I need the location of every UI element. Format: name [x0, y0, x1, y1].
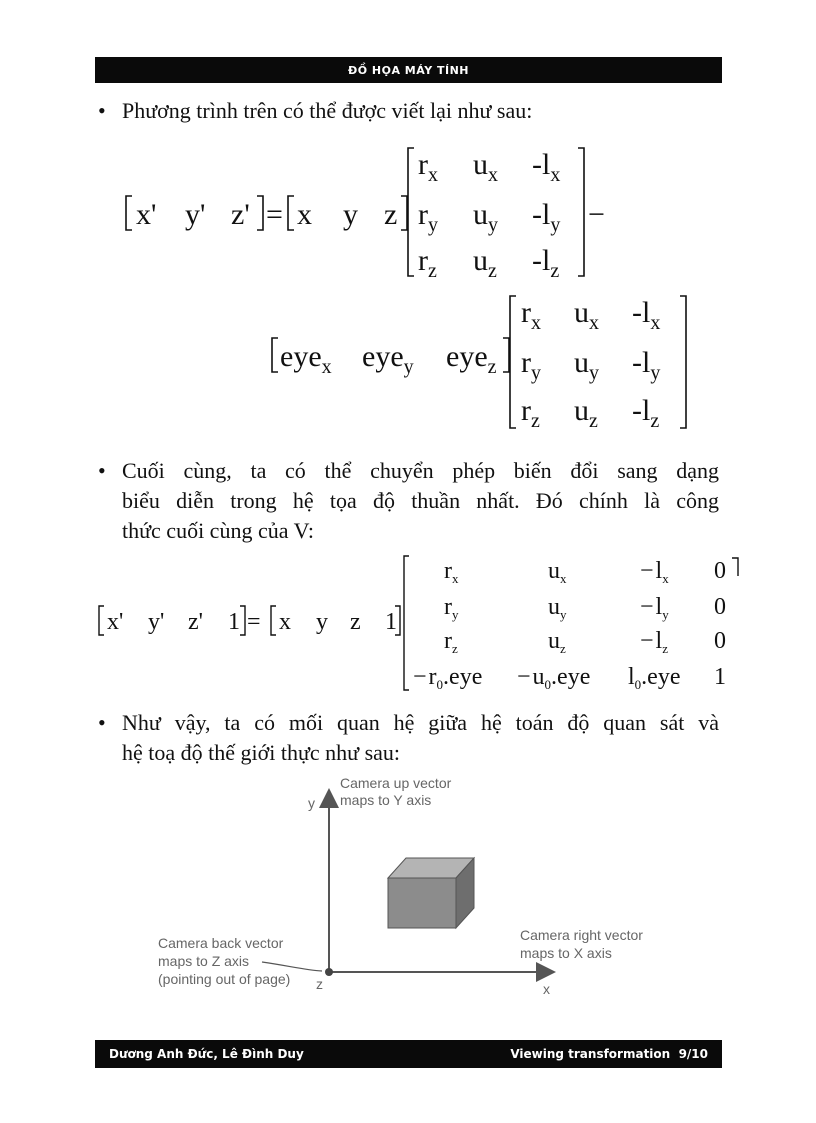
svg-text:−r0.eye: $-r_0.eye$ — [413, 664, 483, 692]
svg-text:-ly: $-l_y$ — [632, 346, 661, 384]
svg-text:−lz: $-l_z$ — [640, 628, 668, 656]
footer-section: Viewing transformation 9/10 — [510, 1047, 708, 1061]
eq2-rhs-bracket-left — [271, 606, 276, 635]
lhs-z: z' — [231, 198, 250, 231]
eq2-lhs-z: z' — [188, 609, 203, 635]
eq2-rhs-one: 1 — [385, 609, 397, 635]
page-header — [95, 57, 722, 83]
eq2-matrix-bracket-left — [404, 556, 409, 690]
origin-point — [325, 968, 333, 976]
lhs-y: y' — [185, 198, 206, 231]
paragraph-line: Cuối cùng, ta có thể chuyển phép biến đổi sang dạng — [122, 458, 719, 483]
eye-x: eye$_x$ — [280, 340, 332, 378]
matrix1-bracket-left — [408, 148, 414, 276]
svg-text:rx: $r_x$ — [521, 296, 541, 334]
cube — [388, 858, 474, 928]
svg-text:uy: $u_y$ — [548, 594, 567, 622]
svg-text:-lx: $-l_x$ — [632, 296, 661, 334]
rhs-x: x — [297, 198, 312, 231]
bullet-marker: • — [98, 710, 106, 735]
rhs-y: y — [343, 198, 358, 231]
eq2-lhs-bracket-right — [240, 606, 245, 635]
matrix2-row-1 — [521, 346, 660, 384]
bullet-marker: • — [98, 98, 106, 123]
svg-text:1: 1 — [714, 664, 726, 690]
eq2-rhs-z: z — [350, 609, 361, 635]
page-footer — [95, 1040, 722, 1068]
paragraph-line: Phương trình trên có thể được viết lại như sau: — [122, 98, 533, 123]
svg-text:-lx: $-l_x$ — [532, 148, 561, 186]
coordinate-diagram — [0, 770, 816, 1010]
footer-authors: Dương Anh Đức, Lê Đình Duy — [109, 1047, 304, 1061]
up-note-line-1: Camera up vector — [340, 775, 452, 791]
equation-2 — [0, 548, 816, 698]
paragraph-line: Như vậy, ta có mối quan hệ giữa hệ toán độ quan sát và — [122, 710, 719, 735]
svg-text:-lz: $-l_z$ — [532, 244, 560, 282]
svg-text:uy: $u_y$ — [473, 198, 498, 236]
paragraph-2 — [122, 456, 719, 546]
eq2-rhs-x: x — [279, 609, 291, 635]
bullet-marker: • — [98, 458, 106, 483]
back-note-line-1: Camera back vector — [158, 935, 284, 951]
svg-text:ry: $r_y$ — [444, 594, 459, 622]
eq2-matrix-bracket-right — [732, 558, 738, 576]
matrix1-row-2 — [418, 244, 559, 282]
rhs-z: z — [384, 198, 398, 231]
svg-text:uz: $u_z$ — [574, 394, 598, 432]
svg-text:l0.eye: $l_0.eye$ — [628, 664, 681, 692]
svg-text:−u0.eye: $-u_0.eye$ — [517, 664, 591, 692]
svg-text:ux: $u_x$ — [574, 296, 599, 334]
minus-sign: − — [588, 198, 605, 231]
eq2-equals: = — [247, 609, 261, 635]
eq2-lhs-x: x' — [107, 609, 124, 635]
matrix2-bracket-left — [510, 296, 516, 428]
equals-sign: = — [266, 198, 283, 231]
paragraph-3 — [122, 708, 719, 768]
svg-text:rx: $r_x$ — [418, 148, 438, 186]
z-axis-label: z — [316, 976, 323, 992]
svg-text:0: 0 — [714, 594, 726, 620]
matrix2-row-2 — [521, 394, 659, 432]
back-note-line-3: (pointing out of page) — [158, 971, 291, 987]
eye-bracket-left — [272, 338, 278, 372]
paragraph-line: thức cuối cùng của V: — [122, 518, 314, 543]
svg-text:0: 0 — [714, 558, 726, 584]
x-axis-label: x — [543, 981, 550, 997]
eye-bracket-right — [503, 338, 509, 372]
svg-text:ry: $r_y$ — [521, 346, 541, 384]
svg-text:ry: $r_y$ — [418, 198, 438, 236]
rhs-bracket-right — [401, 196, 407, 230]
svg-text:ux: $u_x$ — [548, 558, 567, 586]
header-title: ĐỒ HỌA MÁY TÍNH — [347, 63, 469, 77]
eq2-matrix-rows — [413, 558, 726, 692]
rhs-bracket-left — [288, 196, 294, 230]
matrix1-row-0 — [418, 148, 560, 186]
lhs-bracket-left — [126, 196, 132, 230]
svg-text:uz: $u_z$ — [548, 628, 566, 656]
eq2-lhs-one: 1 — [228, 609, 240, 635]
svg-text:-lz: $-l_z$ — [632, 394, 660, 432]
svg-text:rz: $r_z$ — [418, 244, 437, 282]
y-axis-label: y — [308, 795, 315, 811]
svg-text:−lx: $-l_x$ — [640, 558, 669, 586]
right-note-line-1: Camera right vector — [520, 927, 643, 943]
right-note-line-2: maps to X axis — [520, 945, 612, 961]
equation-1 — [0, 140, 816, 440]
svg-text:ux: $u_x$ — [473, 148, 498, 186]
svg-text:−ly: $-l_y$ — [640, 594, 669, 622]
paragraph-line: biểu diễn trong hệ tọa độ thuần nhất. Đó chính là công — [122, 488, 719, 513]
cube-front — [388, 878, 456, 928]
paragraph-line: hệ toạ độ thế giới thực như sau: — [122, 740, 401, 765]
eq2-lhs-bracket-left — [99, 606, 104, 635]
lhs-x: x' — [136, 198, 157, 231]
svg-text:rz: $r_z$ — [521, 394, 540, 432]
eye-y: eye$_y$ — [362, 340, 414, 378]
svg-text:rz: $r_z$ — [444, 628, 458, 656]
up-note-line-2: maps to Y axis — [340, 792, 432, 808]
back-note-line-2: maps to Z axis — [158, 953, 250, 969]
matrix2-row-0 — [521, 296, 660, 334]
eq2-lhs-y: y' — [148, 609, 165, 635]
svg-text:0: 0 — [714, 628, 726, 654]
back-note-arrow — [262, 962, 322, 971]
matrix2-bracket-right — [680, 296, 686, 428]
svg-text:-ly: $-l_y$ — [532, 198, 561, 236]
matrix1-bracket-right — [578, 148, 584, 276]
svg-text:uy: $u_y$ — [574, 346, 599, 384]
matrix1-row-1 — [418, 198, 560, 236]
svg-text:rx: $r_x$ — [444, 558, 459, 586]
svg-text:uz: $u_z$ — [473, 244, 497, 282]
eye-z: eye$_z$ — [446, 340, 497, 378]
lhs-bracket-right — [257, 196, 263, 230]
eq2-rhs-y: y — [316, 609, 328, 635]
paragraph-1 — [122, 96, 719, 126]
